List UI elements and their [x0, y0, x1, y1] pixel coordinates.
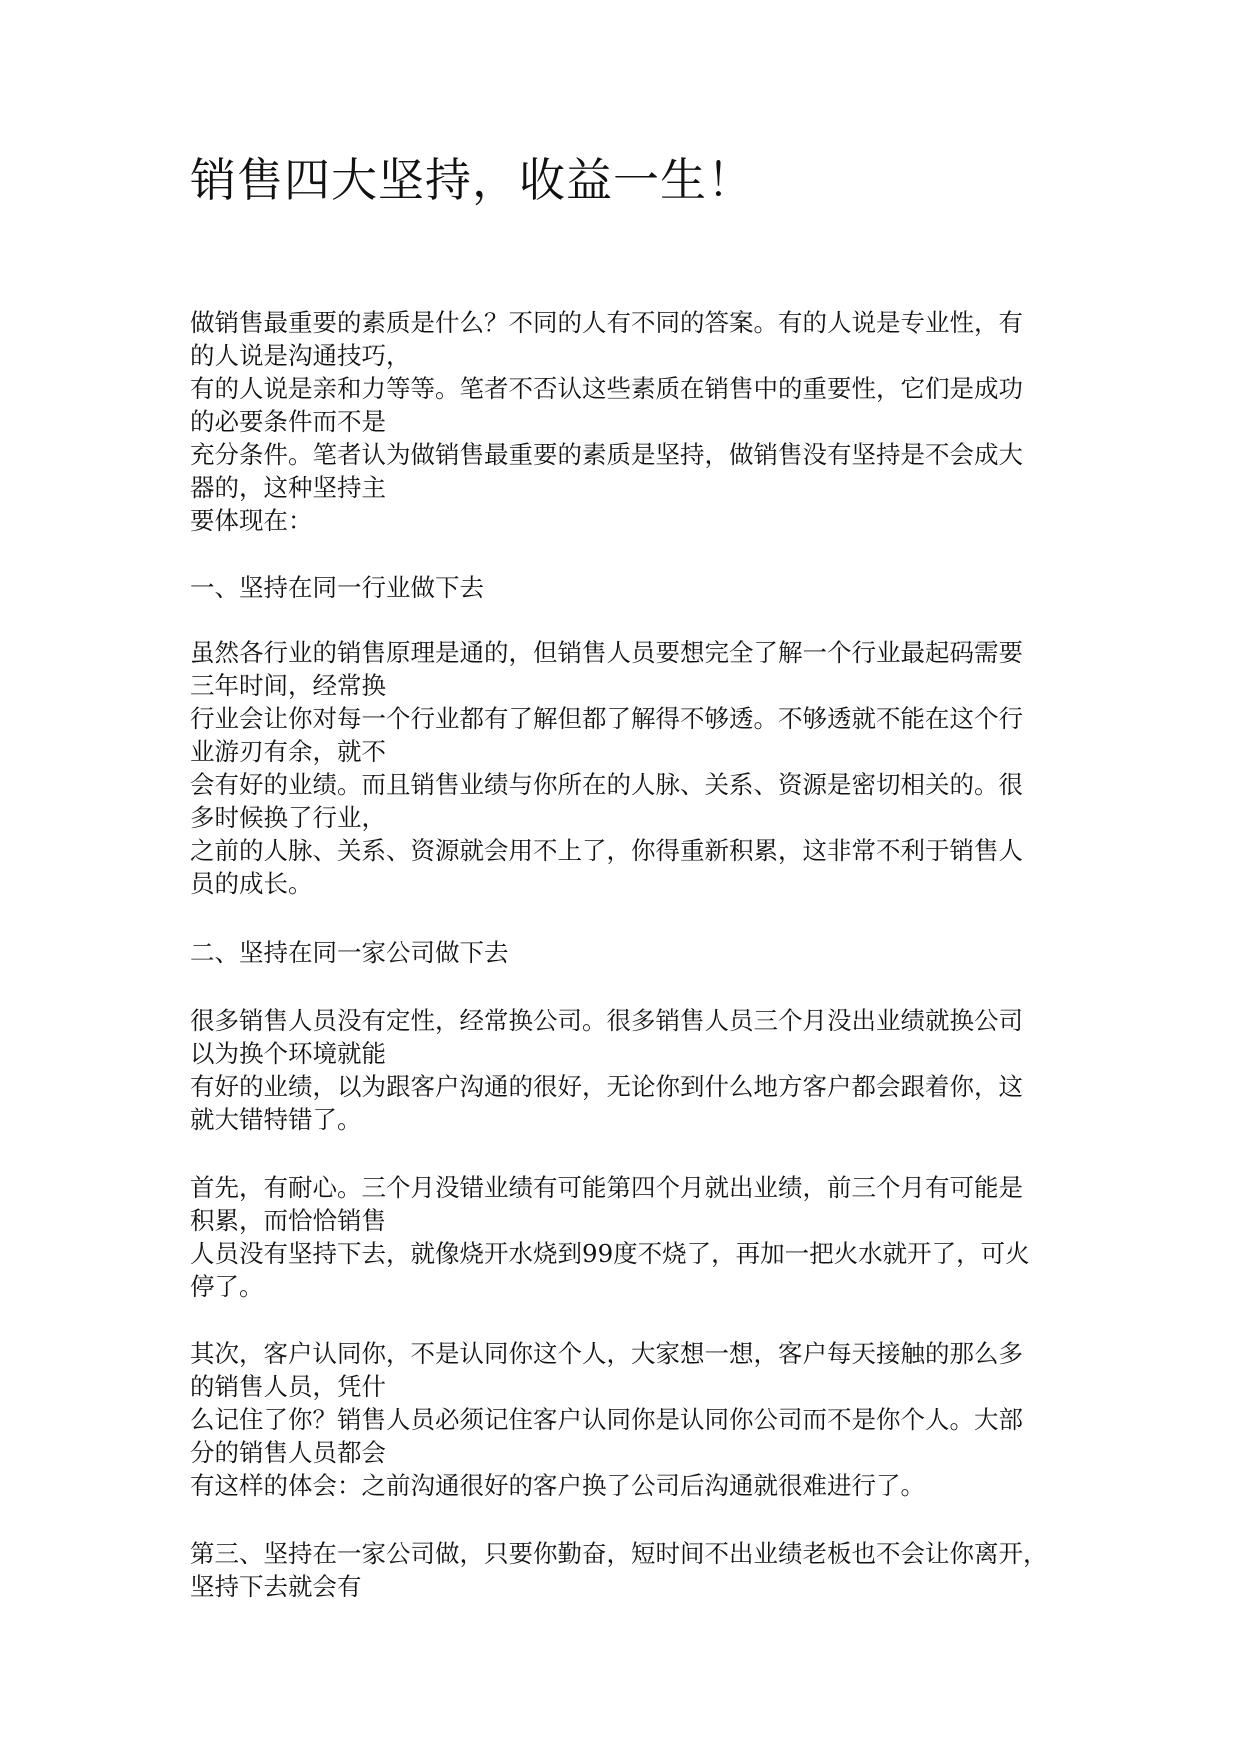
- text-line: 就大错特错了。: [190, 1105, 362, 1134]
- text-line: 的销售人员，凭什: [190, 1372, 386, 1401]
- text-line: 以为换个环境就能: [190, 1039, 386, 1068]
- heading-line: 一、坚持在同一行业做下去: [190, 573, 484, 602]
- text-line: 有好的业绩，以为跟客户沟通的很好，无论你到什么地方客户都会跟着你，这: [190, 1072, 1023, 1101]
- text-line: 人员没有坚持下去，就像烧开水烧到99度不烧了，再加一把火水就开了，可火: [190, 1239, 1030, 1268]
- text-line: 业游刃有余，就不: [190, 737, 386, 766]
- text-line: 么记住了你？销售人员必须记住客户认同你是认同你公司而不是你个人。大部: [190, 1405, 1023, 1434]
- text-line: 行业会让你对每一个行业都有了解但都了解得不够透。不够透就不能在这个行: [190, 704, 1023, 733]
- text-line: 三年时间，经常换: [190, 671, 386, 700]
- text-line: 多时候换了行业，: [190, 803, 386, 832]
- text-line: 会有好的业绩。而且销售业绩与你所在的人脉、关系、资源是密切相关的。很: [190, 770, 1023, 799]
- text-line: 积累，而恰恰销售: [190, 1206, 386, 1235]
- heading-line: 二、坚持在同一家公司做下去: [190, 938, 509, 967]
- text-line: 虽然各行业的销售原理是通的，但销售人员要想完全了解一个行业最起码需要: [190, 638, 1023, 667]
- text-line: 坚持下去就会有: [190, 1572, 362, 1601]
- text-line: 的必要条件而不是: [190, 407, 386, 436]
- text-line: 有这样的体会：之前沟通很好的客户换了公司后沟通就很难进行了。: [190, 1471, 925, 1500]
- text-line: 器的，这种坚持主: [190, 473, 386, 502]
- text-line: 停了。: [190, 1272, 264, 1301]
- text-line: 有的人说是亲和力等等。笔者不否认这些素质在销售中的重要性，它们是成功: [190, 374, 1023, 403]
- text-line: 第三、坚持在一家公司做，只要你勤奋，短时间不出业绩老板也不会让你离开，: [190, 1539, 1048, 1568]
- text-line: 首先，有耐心。三个月没错业绩有可能第四个月就出业绩，前三个月有可能是: [190, 1173, 1023, 1202]
- text-line: 做销售最重要的素质是什么？不同的人有不同的答案。有的人说是专业性，有: [190, 308, 1023, 337]
- text-line: 充分条件。笔者认为做销售最重要的素质是坚持，做销售没有坚持是不会成大: [190, 440, 1023, 469]
- text-line: 分的销售人员都会: [190, 1438, 386, 1467]
- document-title: 销售四大坚持，收益一生！: [190, 153, 754, 207]
- text-line: 员的成长。: [190, 869, 313, 898]
- text-line: 要体现在：: [190, 506, 313, 535]
- text-line: 的人说是沟通技巧，: [190, 341, 411, 370]
- text-line: 之前的人脉、关系、资源就会用不上了，你得重新积累，这非常不利于销售人: [190, 836, 1023, 865]
- text-line: 其次，客户认同你，不是认同你这个人，大家想一想，客户每天接触的那么多: [190, 1339, 1023, 1368]
- text-line: 很多销售人员没有定性，经常换公司。很多销售人员三个月没出业绩就换公司: [190, 1006, 1023, 1035]
